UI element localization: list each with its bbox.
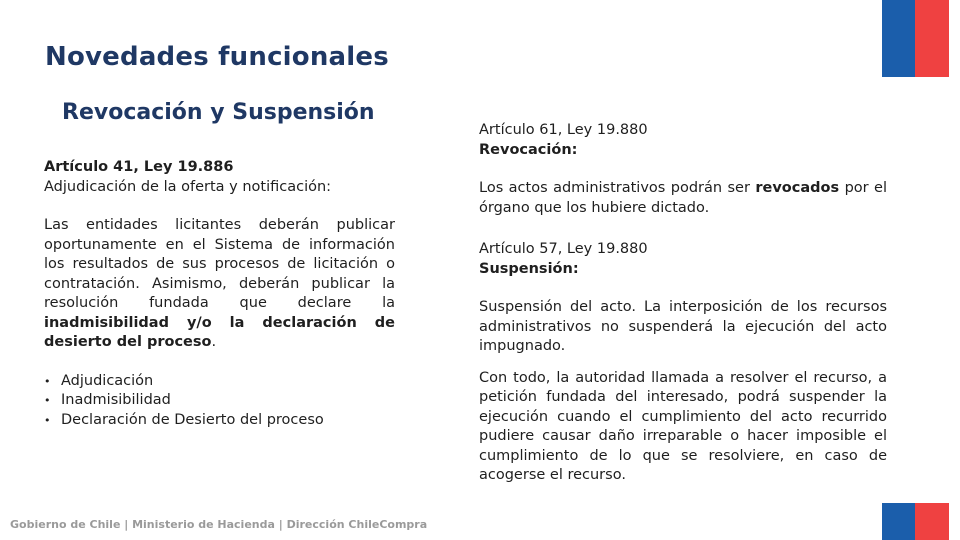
flag-red-stripe: [915, 503, 949, 540]
flag-red-stripe: [915, 0, 949, 77]
article-61-title: Artículo 61, Ley 19.880: [479, 122, 648, 138]
list-item: • Adjudicación: [44, 372, 395, 392]
chile-flag-stripe-top: [882, 0, 949, 77]
left-column: [44, 158, 395, 430]
article-41-subtitle: Adjudicación de la oferta y notificación:: [44, 178, 332, 195]
page-title: Novedades funcionales: [45, 42, 389, 72]
right-column: [479, 121, 887, 486]
article-61-heading: Revocación:: [479, 141, 578, 158]
chile-flag-stripe-bottom: [882, 503, 949, 540]
article-57-title: Artículo 57, Ley 19.880: [479, 241, 648, 257]
article-41-title: Artículo 41, Ley 19.886: [44, 159, 234, 175]
flag-blue-stripe: [882, 0, 915, 77]
article-61-text: Los actos administrativos podrán ser revocados por el órgano que los hubiere dictado.: [479, 180, 887, 216]
article-41-paragraph: Las entidades licitantes deberán publicar oportunamente en el Sistema de información los resultados de sus procesos de licitación o contratación. Asimismo, deberán publicar la resolución fundada que declare la inadmisibilidad y/o la declaración de desierto del proceso.: [44, 217, 395, 350]
article-57-text-1: Suspensión del acto. La interposición de los recursos administrativos no suspenderá la ejecución del acto impugnado.: [479, 299, 887, 354]
section-subtitle: Revocación y Suspensión: [62, 100, 375, 125]
list-item: • Inadmisibilidad: [44, 391, 395, 411]
footer-text: Gobierno de Chile | Ministerio de Hacienda | Dirección ChileCompra: [10, 518, 428, 531]
flag-blue-stripe: [882, 503, 915, 540]
outcome-list: [44, 372, 395, 431]
list-item: • Declaración de Desierto del proceso: [44, 411, 395, 431]
article-57-heading: Suspensión:: [479, 260, 579, 277]
article-57-text-2: Con todo, la autoridad llamada a resolver el recurso, a petición fundada del interesado, podrá suspender la ejecución cuando el cumplimiento del acto recurrido pudiere causar daño irreparable o hacer imposible el cumplimiento de lo que se resolviere, en caso de acogerse el recurso.: [479, 369, 887, 483]
